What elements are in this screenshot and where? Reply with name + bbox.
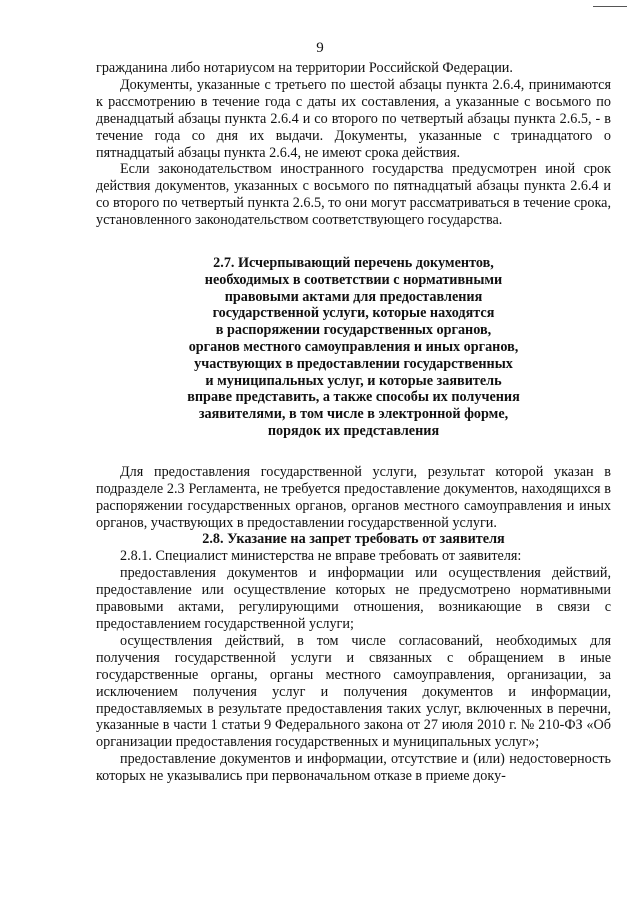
- paragraph: Документы, указанные с третьего по шестой абзацы пункта 2.6.4, принимаются к рассмотрению в течение года с даты их составления, а указанные с восьмого по двенадцатый абзацы пункта 2.6.4 и со второго по четвертый абзацы пункта 2.6.5, - в течение года со дня их выдачи. Документы, указанные с тринадцатого о пятнадцатый абзацы пункта 2.6.4, не имеют срока действия.: [96, 76, 611, 161]
- paragraph: 2.8.1. Специалист министерства не вправе требовать от заявителя:: [120, 548, 522, 565]
- heading-line: и муниципальных услуг, и которые заявитель: [205, 372, 502, 389]
- heading-line: правовыми актами для предоставления: [224, 288, 483, 305]
- page-number: 9: [316, 40, 324, 56]
- paragraph: Для предоставления государственной услуги, результат которой указан в подразделе 2.3 Регламента, не требуется предоставление документов, находящихся в распоряжении государственных органов, органов местного самоуправления и иных органов, участвующих в предоставлении государственной услуги.: [96, 463, 611, 531]
- corner-mark: [593, 6, 627, 7]
- heading-line: участвующих в предоставлении государственных: [194, 355, 513, 372]
- heading-line: заявителями, в том числе в электронной форме,: [198, 406, 509, 423]
- document-body: [96, 60, 611, 785]
- paragraph: осуществления действий, в том числе согласований, необходимых для получения государственной услуги и связанных с обращением в иные государственные органы, органы местного самоуправления, организации, за исключением получения услуг и получения документов и информации, предоставляемых в результате предоставления таких услуг, включенных в перечни, указанные в части 1 статьи 9 Федерального закона от 27 июля 2010 г. № 210-ФЗ «Об организации предоставления государственных и муниципальных услуг»;: [96, 632, 611, 751]
- paragraph: гражданина либо нотариусом на территории Российской Федерации.: [96, 60, 513, 76]
- heading-line: 2.7. Исчерпывающий перечень документов,: [213, 255, 494, 272]
- paragraph: предоставление документов и информации, отсутствие и (или) недостоверность которых не указывались при первоначальном отказе в приеме доку-: [96, 751, 611, 785]
- paragraph: Если законодательством иностранного государства предусмотрен иной срок действия документов, указанных с восьмого по пятнадцатый абзацы пункта 2.6.4 и со второго по четвертый пункта 2.6.5, то они могут рассматриваться в течение срока, установленного законодательством соответствующего государства.: [96, 161, 611, 229]
- paragraph: предоставления документов и информации или осуществления действий, предоставление или осуществление которых не предусмотрено нормативными правовыми актами, регулирующими отношения, возникающие в связи с предоставлением государственной услуги;: [96, 565, 611, 632]
- heading-line: органов местного самоуправления и иных органов,: [188, 339, 519, 356]
- heading-line: вправе представить, а также способы их получения: [187, 389, 520, 406]
- heading-line: в распоряжении государственных органов,: [215, 322, 492, 339]
- section-heading-2-8: 2.8. Указание на запрет требовать от заявителя: [202, 531, 505, 548]
- section-heading-2-7: [96, 255, 611, 440]
- heading-line: порядок их представления: [267, 423, 440, 440]
- heading-line: государственной услуги, которые находятся: [212, 305, 495, 322]
- heading-line: необходимых в соответствии с нормативными: [204, 271, 503, 288]
